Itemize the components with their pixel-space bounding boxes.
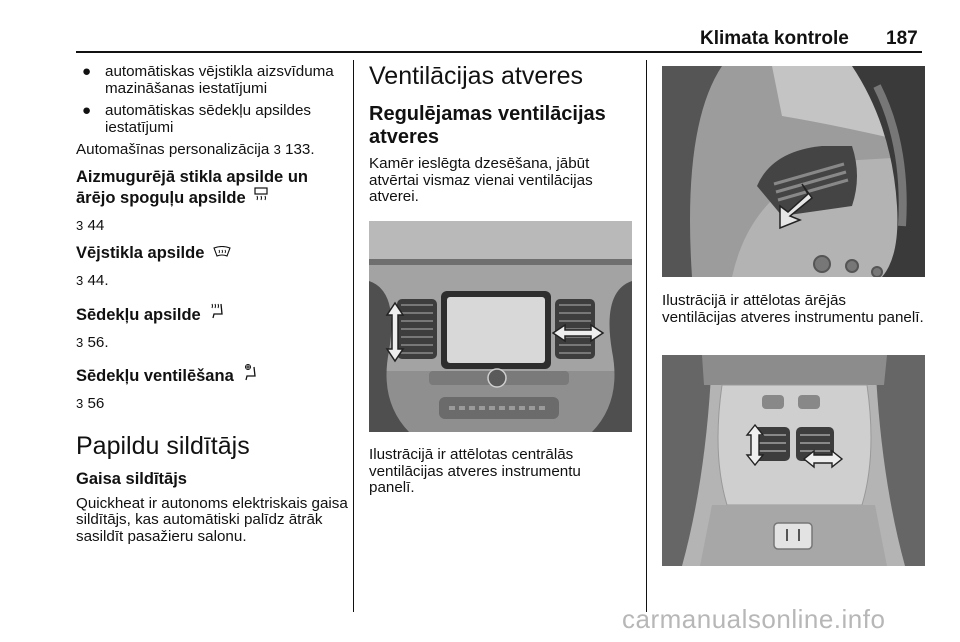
air-heater-text: Quickheat ir autonoms elektriskais gaisa sildītājs, kas automātiski palīdz ātrāk sasildīt pasažieru salonu. [76, 494, 348, 545]
ref-page: 56 [87, 395, 105, 412]
heading-text: Sēdekļu ventilēšana [76, 367, 234, 385]
header-rule [76, 51, 922, 53]
ref-rear [76, 218, 346, 235]
heading-aux-heater: Papildu sildītājs [76, 431, 250, 460]
vents-intro: Kamēr ieslēgta dzesēšana, jābūt atvērtai vismaz vienai ventilācijas atverei. [369, 155, 593, 205]
heading-seat-vent [76, 363, 346, 386]
figure-outer-vents [662, 66, 925, 277]
column-divider-2 [646, 60, 647, 612]
seat-heat-icon [209, 302, 225, 325]
figure-rear-vents [662, 355, 925, 566]
page-ref-arrow-icon: 3 [76, 396, 84, 411]
ref-seat-heat [76, 335, 346, 352]
ref-page: 44 [87, 216, 105, 234]
running-header-title: Klimata kontrole [700, 28, 849, 49]
personalization-ref [76, 142, 346, 159]
seat-vent-icon [242, 363, 258, 386]
ref-windscreen [76, 273, 346, 290]
page-ref-arrow-icon: 3 [76, 273, 84, 288]
bullet-text: automātiskas sēdekļu apsildes iestatījumi [105, 102, 311, 136]
column-2 [369, 62, 639, 206]
heading-windscreen-heat [76, 244, 346, 263]
column-divider-1 [353, 60, 354, 612]
page-ref-arrow-icon: 3 [76, 217, 84, 233]
ref-seat-vent [76, 396, 346, 413]
bullet-icon: ● [82, 102, 92, 119]
watermark: carmanualsonline.info [622, 604, 886, 634]
ref-text: Automašīnas personalizācija [76, 141, 270, 158]
page-number: 187 [886, 28, 918, 49]
caption-center-vents: Ilustrācijā ir attēlotas centrālās ventilācijas atveres instrumentu panelī. [369, 446, 581, 496]
page-ref-arrow-icon: 3 [76, 334, 84, 350]
heading-seat-heat [76, 302, 346, 325]
bullet-icon: ● [82, 63, 92, 80]
heading-text: Aizmugurējā stikla apsilde un ārējo spoguļu apsilde [76, 167, 308, 207]
heading-adjustable-vents: Regulējamas ventilācijas atveres [369, 103, 606, 148]
list-item [76, 103, 346, 136]
heading-rear-window-heat [76, 168, 326, 208]
page-ref-arrow-icon: 3 [273, 142, 281, 157]
heading-vents: Ventilācijas atveres [369, 62, 584, 90]
ref-page: 44. [87, 272, 109, 289]
column-1 [76, 64, 346, 545]
rear-window-heat-icon [254, 187, 268, 208]
windscreen-heat-icon [213, 244, 231, 263]
caption-outer-vents: Ilustrācijā ir attēlotas ārējās ventilācijas atveres instrumentu panelī. [662, 292, 924, 326]
heading-text: Vējstikla apsilde [76, 244, 205, 262]
ref-page: 56. [87, 333, 109, 351]
heading-text: Sēdekļu apsilde [76, 305, 201, 324]
ref-page: 133. [285, 141, 315, 158]
bullet-text: automātiskas vējstikla aizsvīduma mazināšanas iestatījumi [105, 63, 334, 97]
list-item [76, 64, 346, 97]
heading-air-heater: Gaisa sildītājs [76, 469, 187, 488]
figure-center-vents [369, 221, 632, 432]
